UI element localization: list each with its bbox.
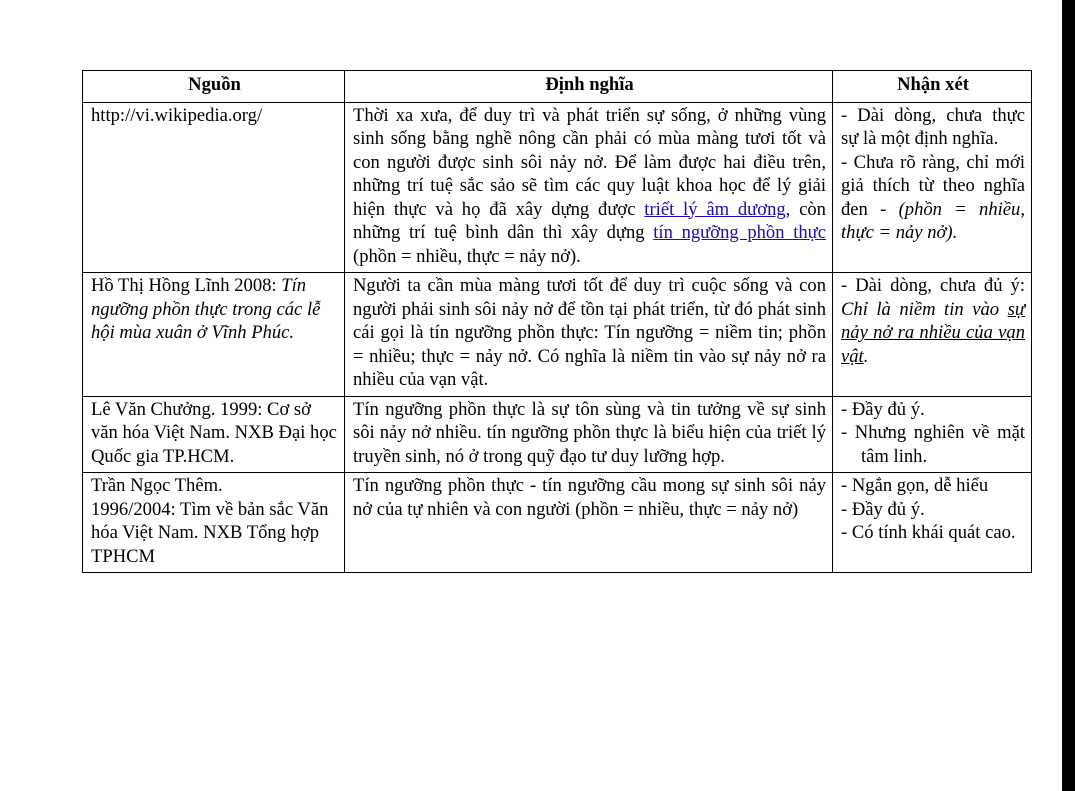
comment-item: - Đầy đủ ý.	[841, 398, 925, 420]
source-cell	[83, 273, 345, 397]
comment-item: - Ngắn gọn, dễ hiểu	[841, 475, 989, 496]
comment-cell	[833, 273, 1032, 397]
definition-cell	[345, 102, 833, 273]
comment-cell	[833, 473, 1032, 573]
definition-text: Tín ngưỡng phồn thực là sự tôn sùng và tin tưởng về sự sinh sôi nảy nở nhiều. tín ngưỡng phồn thực là biểu hiện của triết lý truyền sinh, nó ở trong quỹ đạo tư duy lưỡng hợp.	[353, 398, 826, 467]
header-source: Nguồn	[83, 71, 345, 103]
link-tin-nguong-phon-thuc[interactable]: tín ngưỡng phồn thực	[653, 222, 826, 243]
header-comment: Nhận xét	[833, 71, 1032, 103]
source-cell	[83, 102, 345, 273]
link-triet-ly-am-duong[interactable]: triết lý âm dương	[644, 198, 786, 220]
source-author: Hồ Thị Hồng Lĩnh 2008:	[91, 275, 282, 296]
table-row	[83, 396, 1032, 473]
comment-item: - Đầy đủ ý.	[841, 498, 925, 520]
source-cell	[83, 396, 345, 473]
definition-comparison-table	[82, 70, 1032, 573]
definition-text: (phồn = nhiều, thực = nảy nở).	[353, 245, 581, 267]
source-author: Trần Ngọc Thêm.	[91, 475, 223, 496]
comment-text: - Chưa rõ ràng, chỉ mới giả thích từ theo nghĩa đen -	[841, 151, 1025, 220]
comment-item	[841, 151, 1025, 245]
comment-cell	[833, 102, 1032, 273]
comment-item: - Nhưng nghiên về mặt tâm linh.	[841, 422, 1025, 467]
comment-italic: Chỉ là niềm tin vào	[841, 298, 1008, 320]
table-row	[83, 473, 1032, 573]
comment-item: - Có tính khái quát cao.	[841, 522, 1016, 543]
source-url: http://vi.wikipedia.org/	[91, 104, 263, 126]
header-definition: Định nghĩa	[345, 71, 833, 103]
definition-text: Tín ngưỡng phồn thực - tín ngưỡng cầu mong sự sinh sôi nảy nở của tự nhiên và con người (phồn = nhiều, thực = nảy nở)	[353, 475, 826, 520]
table-header-row	[83, 71, 1032, 103]
source-text: Lê Văn Chưởng. 1999: Cơ sở văn hóa Việt Nam. NXB Đại học Quốc gia TP.HCM.	[91, 398, 337, 467]
comment-end: .	[863, 345, 869, 367]
source-title: Tín ngưỡng phồn thực trong các lễ hội mùa xuân ở Vĩnh Phúc.	[91, 275, 321, 343]
comment-text: - Dài dòng, chưa đủ ý:	[841, 275, 1025, 296]
table-row	[83, 273, 1032, 397]
definition-cell	[345, 473, 833, 573]
definition-text: Thời xa xưa, để duy trì và phát triển sự sống, ở những vùng sinh sống bằng nghề nông cần phải có mùa màng tươi tốt và con người được sinh sôi nảy nở. Để làm được hai điều trên, những trí tuệ sắc sảo sẽ tìm các quy luật khoa học để lý giải hiện thực và họ đã xây dựng được	[353, 104, 826, 220]
definition-cell	[345, 273, 833, 397]
definition-text: , còn những trí tuệ bình dân thì xây dựng	[353, 198, 826, 243]
comment-cell	[833, 396, 1032, 473]
table-row	[83, 102, 1032, 273]
source-text: 1996/2004: Tìm về bản sắc Văn hóa Việt Nam. NXB Tổng hợp TPHCM	[91, 498, 329, 567]
comment-italic: (phồn = nhiều, thực = nảy nở).	[841, 198, 1025, 243]
viewer-scrollbar[interactable]	[1062, 0, 1075, 791]
definition-cell	[345, 396, 833, 473]
definition-text: Người ta cần mùa màng tươi tốt để duy trì cuộc sống và con người phải sinh sôi nảy nở để tồn tại phát triển, từ đó phát sinh cái gọi là tín ngưỡng phồn thực: Tín ngưỡng = niềm tin; phồn = nhiều; thực = nảy nở. Có nghĩa là niềm tin vào sự nảy nở ra nhiều của vạn vật.	[353, 275, 826, 390]
comment-underlined: sự nảy nở ra nhiều của vạn vật	[841, 298, 1025, 367]
comment-item: - Dài dòng, chưa thực sự là một định nghĩa.	[841, 104, 1025, 149]
source-cell	[83, 473, 345, 573]
